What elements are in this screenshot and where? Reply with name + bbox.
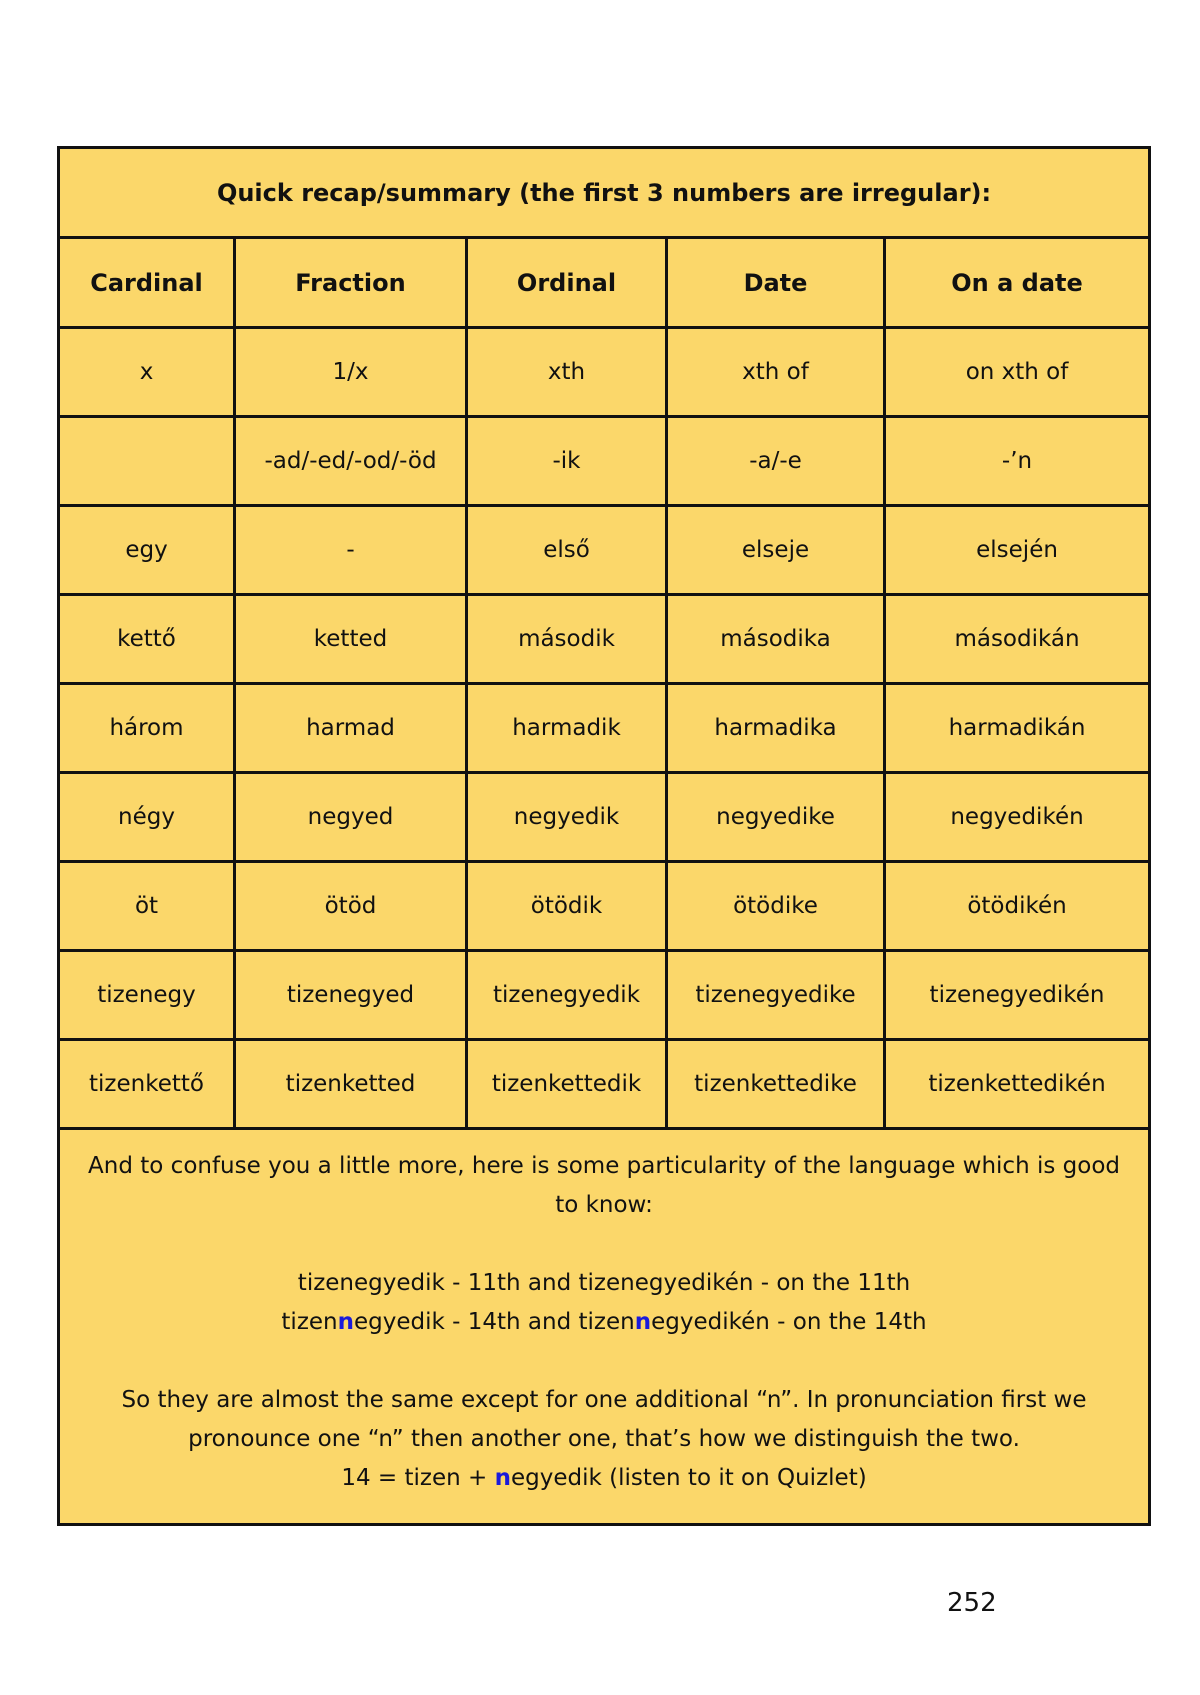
note-explanation: So they are almost the same except for one additional “n”. In pronunciation first we pronounce one “n” then another one, that’s how we distinguish the two. <box>121 1387 1087 1452</box>
header-cardinal: Cardinal <box>59 238 235 328</box>
table-cell: xth <box>467 328 667 417</box>
header-date: Date <box>667 238 885 328</box>
header-fraction: Fraction <box>235 238 467 328</box>
table-cell: négy <box>59 773 235 862</box>
note-intro: And to confuse you a little more, here is some particularity of the language which is good to know: <box>88 1153 1120 1218</box>
table-row <box>59 595 1150 684</box>
table-cell: ötödik <box>467 862 667 951</box>
table-cell: tizenegyedik <box>467 951 667 1040</box>
header-ordinal: Ordinal <box>467 238 667 328</box>
table-cell: elsején <box>885 506 1150 595</box>
table-cell: ötöd <box>235 862 467 951</box>
note-line-11th: tizenegyedik - 11th and tizenegyedikén - on the 11th <box>297 1270 911 1296</box>
table-row <box>59 862 1150 951</box>
highlight-n: n <box>494 1465 511 1491</box>
table-title: Quick recap/summary (the first 3 numbers are irregular): <box>59 148 1150 238</box>
table-cell: harmad <box>235 684 467 773</box>
table-cell: tizenegyedikén <box>885 951 1150 1040</box>
table-cell: -ik <box>467 417 667 506</box>
table-cell: - <box>235 506 467 595</box>
table-row <box>59 951 1150 1040</box>
table-cell: negyedikén <box>885 773 1150 862</box>
table-cell: -’n <box>885 417 1150 506</box>
table-row <box>59 1040 1150 1129</box>
table-cell: másodikán <box>885 595 1150 684</box>
table-cell: második <box>467 595 667 684</box>
table-cell: tizenegyedike <box>667 951 885 1040</box>
highlight-n: n <box>634 1309 652 1335</box>
table-cell: harmadikán <box>885 684 1150 773</box>
table-cell: ötödike <box>667 862 885 951</box>
table-cell: tizenkettedike <box>667 1040 885 1129</box>
table-cell: tizenegyed <box>235 951 467 1040</box>
highlight-n: n <box>337 1309 354 1335</box>
table-row <box>59 773 1150 862</box>
table-cell: x <box>59 328 235 417</box>
page-number: 252 <box>947 1588 997 1618</box>
table-cell: másodika <box>667 595 885 684</box>
table-cell: negyedike <box>667 773 885 862</box>
table-cell: 1/x <box>235 328 467 417</box>
table-cell: -ad/-ed/-od/-öd <box>235 417 467 506</box>
table-cell: egy <box>59 506 235 595</box>
table-cell: tizenkettő <box>59 1040 235 1129</box>
table-cell: xth of <box>667 328 885 417</box>
table-cell: első <box>467 506 667 595</box>
table-cell: negyedik <box>467 773 667 862</box>
table-cell: tizenegy <box>59 951 235 1040</box>
table-row <box>59 684 1150 773</box>
summary-table-container <box>57 146 1148 1526</box>
table-cell: öt <box>59 862 235 951</box>
summary-table <box>57 146 1151 1526</box>
table-row <box>59 328 1150 417</box>
note-line-formula: 14 = tizen + negyedik (listen to it on Quizlet) <box>341 1465 867 1491</box>
note-box <box>59 1129 1150 1525</box>
table-cell: on xth of <box>885 328 1150 417</box>
table-cell: tizenkettedik <box>467 1040 667 1129</box>
table-cell <box>59 417 235 506</box>
table-cell: tizenkettedikén <box>885 1040 1150 1129</box>
note-line-14th: tizennegyedik - 14th and tizennegyedikén - on the 14th <box>281 1309 927 1335</box>
table-cell: -a/-e <box>667 417 885 506</box>
header-row <box>59 238 1150 328</box>
header-on-a-date: On a date <box>885 238 1150 328</box>
table-cell: elseje <box>667 506 885 595</box>
table-cell: ketted <box>235 595 467 684</box>
table-cell: harmadika <box>667 684 885 773</box>
table-cell: tizenketted <box>235 1040 467 1129</box>
table-cell: ötödikén <box>885 862 1150 951</box>
table-cell: harmadik <box>467 684 667 773</box>
table-cell: három <box>59 684 235 773</box>
table-cell: kettő <box>59 595 235 684</box>
table-cell: negyed <box>235 773 467 862</box>
table-row <box>59 506 1150 595</box>
table-row <box>59 417 1150 506</box>
